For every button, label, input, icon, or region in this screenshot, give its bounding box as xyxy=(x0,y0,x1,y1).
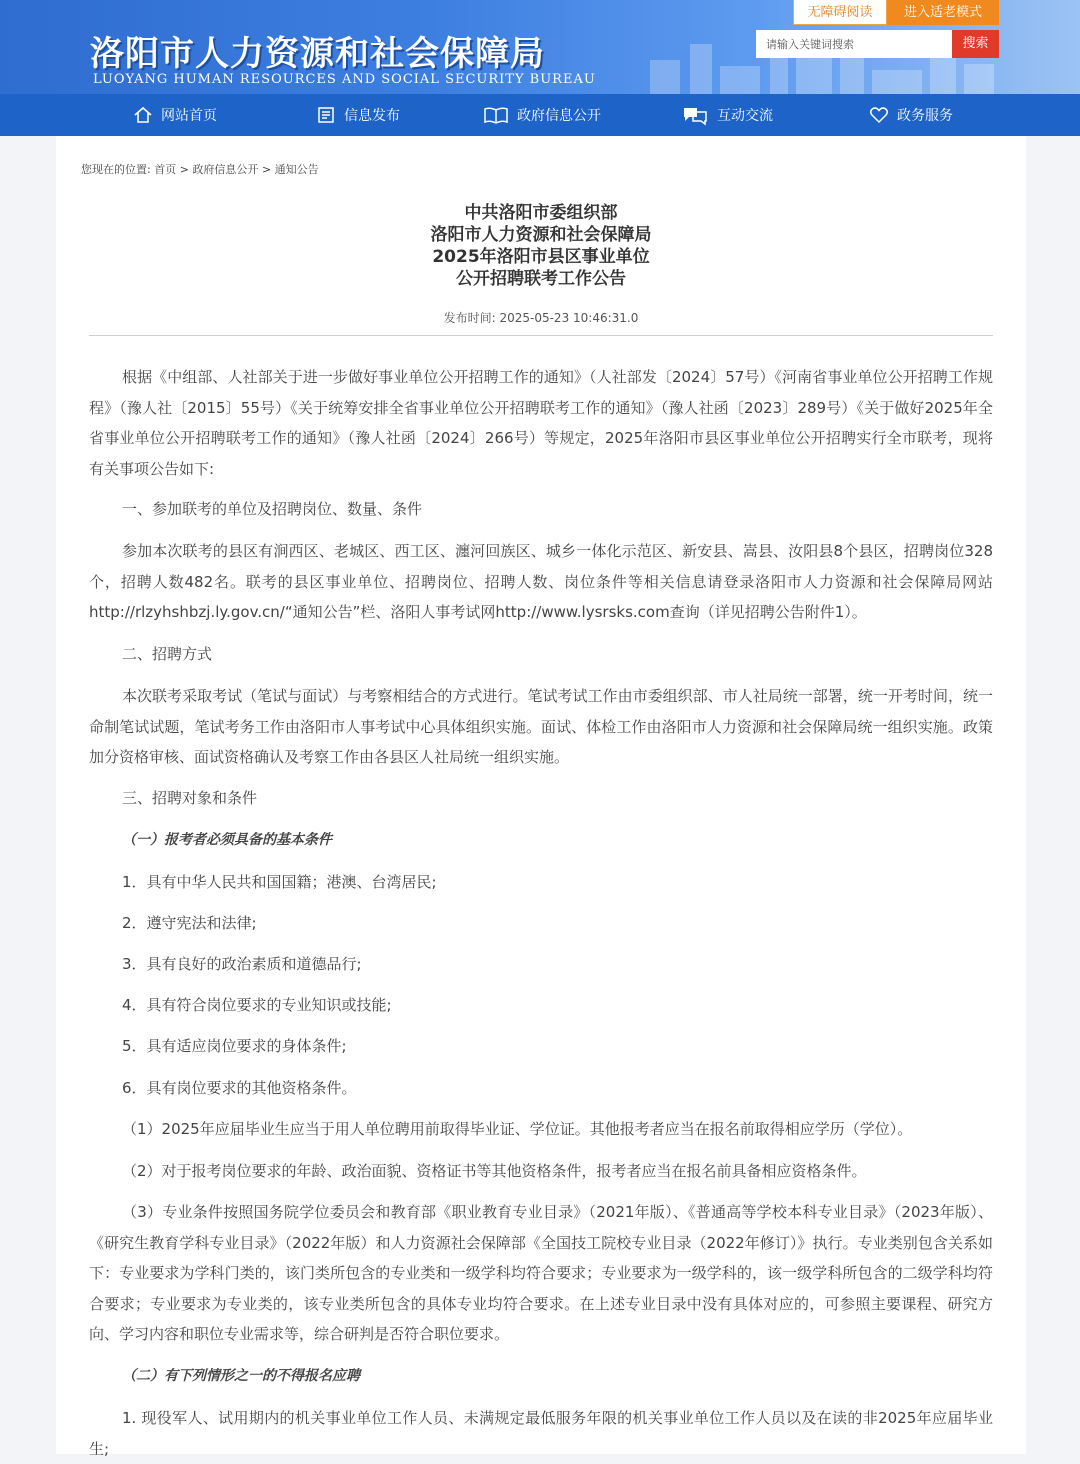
article-paragraph: 参加本次联考的县区有涧西区、老城区、西工区、瀍河回族区、城乡一体化示范区、新安县、嵩县、汝阳县8个县区，招聘岗位328个，招聘人数482名。联考的县区事业单位、招聘岗位、招聘人数、岗位条件等相关信息请登录洛阳市人力资源和社会保障局网站http://rlzyhshbzj.ly.gov.cn/“通知公告”栏、洛阳人事考试网http://www.lysrsks.com查询（详见招聘公告附件1）。 xyxy=(89,542,993,621)
search-button[interactable]: 搜索 xyxy=(952,30,999,58)
nav-item-services[interactable] xyxy=(869,94,953,136)
breadcrumb-link-home[interactable]: 首页 xyxy=(154,163,177,176)
breadcrumb-prefix: 您现在的位置: xyxy=(81,163,151,176)
publish-time: 发布时间: 2025-05-23 10:46:31.0 xyxy=(443,311,639,325)
list-item: 6．具有岗位要求的其他资格条件。 xyxy=(122,1079,357,1097)
book-icon xyxy=(483,105,509,125)
breadcrumb-link-notices[interactable]: 通知公告 xyxy=(274,163,319,176)
nav-item-gov-info[interactable] xyxy=(483,94,601,136)
chat-icon xyxy=(681,104,709,126)
heart-icon xyxy=(869,105,889,125)
news-icon xyxy=(316,105,336,125)
breadcrumb-link-gov-info[interactable]: 政府信息公开 xyxy=(192,163,259,176)
breadcrumb xyxy=(81,161,319,177)
list-item: 2．遵守宪法和法律; xyxy=(122,914,257,932)
nav-item-interaction[interactable] xyxy=(681,94,773,136)
elder-mode-button[interactable]: 进入适老模式 xyxy=(887,0,999,25)
section-heading: 三、招聘对象和条件 xyxy=(122,789,258,807)
nav-item-news[interactable] xyxy=(316,94,400,136)
article-paragraph: （2）对于报考岗位要求的年龄、政治面貌、资格证书等其他资格条件，报考者应当在报名前具备相应资格条件。 xyxy=(122,1162,867,1180)
title-divider xyxy=(89,335,993,336)
article-container xyxy=(56,136,1026,1458)
site-logo-subtitle: LUOYANG HUMAN RESOURCES AND SOCIAL SECURITY BUREAU xyxy=(93,72,596,87)
subsection-heading: （二）有下列情形之一的不得报名应聘 xyxy=(122,1368,360,1384)
article-paragraph: 根据《中组部、人社部关于进一步做好事业单位公开招聘工作的通知》（人社部发〔2024〕57号）《河南省事业单位公开招聘工作规程》（豫人社〔2015〕55号）《关于统筹安排全省事业单位公开招聘联考工作的通知》（豫人社函〔2023〕289号）《关于做好2025年全省事业单位公开招聘联考工作的通知》（豫人社函〔2024〕266号）等规定，2025年洛阳市县区事业单位公开招聘实行全市联考，现将有关事项公告如下: xyxy=(89,368,993,478)
article-title-line: 2025年洛阳市县区事业单位 xyxy=(432,247,650,267)
nav-label: 网站首页 xyxy=(161,108,217,124)
list-item: 5．具有适应岗位要求的身体条件; xyxy=(122,1037,347,1055)
list-item: 3．具有良好的政治素质和道德品行; xyxy=(122,955,362,973)
site-logo-title[interactable]: 洛阳市人力资源和社会保障局 xyxy=(90,34,545,74)
main-nav xyxy=(0,94,1080,136)
breadcrumb-separator: > xyxy=(261,163,272,176)
nav-label: 政务服务 xyxy=(897,108,953,124)
list-item: 4．具有符合岗位要求的专业知识或技能; xyxy=(122,996,392,1014)
section-heading: 一、参加联考的单位及招聘岗位、数量、条件 xyxy=(122,500,423,518)
nav-label: 互动交流 xyxy=(717,108,773,124)
article-paragraph: （3）专业条件按照国务院学位委员会和教育部《职业教育专业目录》（2021年版）、《普通高等学校本科专业目录》（2023年版）、《研究生教育学科专业目录》（2022年版）和人力资源社会保障部《全国技工院校专业目录（2022年修订）》执行。专业类别包含关系如下：专业要求为学科门类的，该门类所包含的专业类和一级学科均符合要求；专业要求为一级学科的，该一级学科所包含的二级学科均符合要求；专业要求为专业类的，该专业类所包含的具体专业均符合要求。在上述专业目录中没有具体对应的，可参照主要课程、研究方向、学习内容和职位专业需求等，综合研判是否符合职位要求。 xyxy=(89,1203,993,1343)
list-item: 1. 现役军人、试用期内的机关事业单位工作人员、未满规定最低服务年限的机关事业单位工作人员以及在读的非2025年应届毕业生; xyxy=(89,1409,993,1458)
list-item: 1．具有中华人民共和国国籍；港澳、台湾居民; xyxy=(122,873,437,891)
home-icon xyxy=(133,105,153,125)
article-title-line: 公开招聘联考工作公告 xyxy=(456,269,626,289)
nav-label: 信息发布 xyxy=(344,108,400,124)
article-title-line: 洛阳市人力资源和社会保障局 xyxy=(430,225,652,245)
section-heading: 二、招聘方式 xyxy=(122,645,213,663)
search-input[interactable] xyxy=(756,30,952,58)
nav-label: 政府信息公开 xyxy=(517,108,601,124)
article-paragraph: （1）2025年应届毕业生应当于用人单位聘用前取得毕业证、学位证。其他报考者应当在报名前取得相应学历（学位）。 xyxy=(122,1120,913,1138)
nav-item-home[interactable] xyxy=(133,94,217,136)
accessibility-button[interactable]: 无障碍阅读 xyxy=(793,0,887,25)
article-title-line: 中共洛阳市委组织部 xyxy=(464,203,618,223)
site-header xyxy=(0,0,1080,94)
article-title xyxy=(56,202,1026,290)
subsection-heading: （一）报考者必须具备的基本条件 xyxy=(122,832,332,848)
article-paragraph: 本次联考采取考试（笔试与面试）与考察相结合的方式进行。笔试考试工作由市委组织部、市人社局统一部署，统一开考时间，统一命制笔试试题，笔试考务工作由洛阳市人事考试中心具体组织实施。面试、体检工作由洛阳市人力资源和社会保障局统一组织实施。政策加分资格审核、面试资格确认及考察工作由各县区人社局统一组织实施。 xyxy=(89,687,993,766)
breadcrumb-separator: > xyxy=(179,163,189,176)
